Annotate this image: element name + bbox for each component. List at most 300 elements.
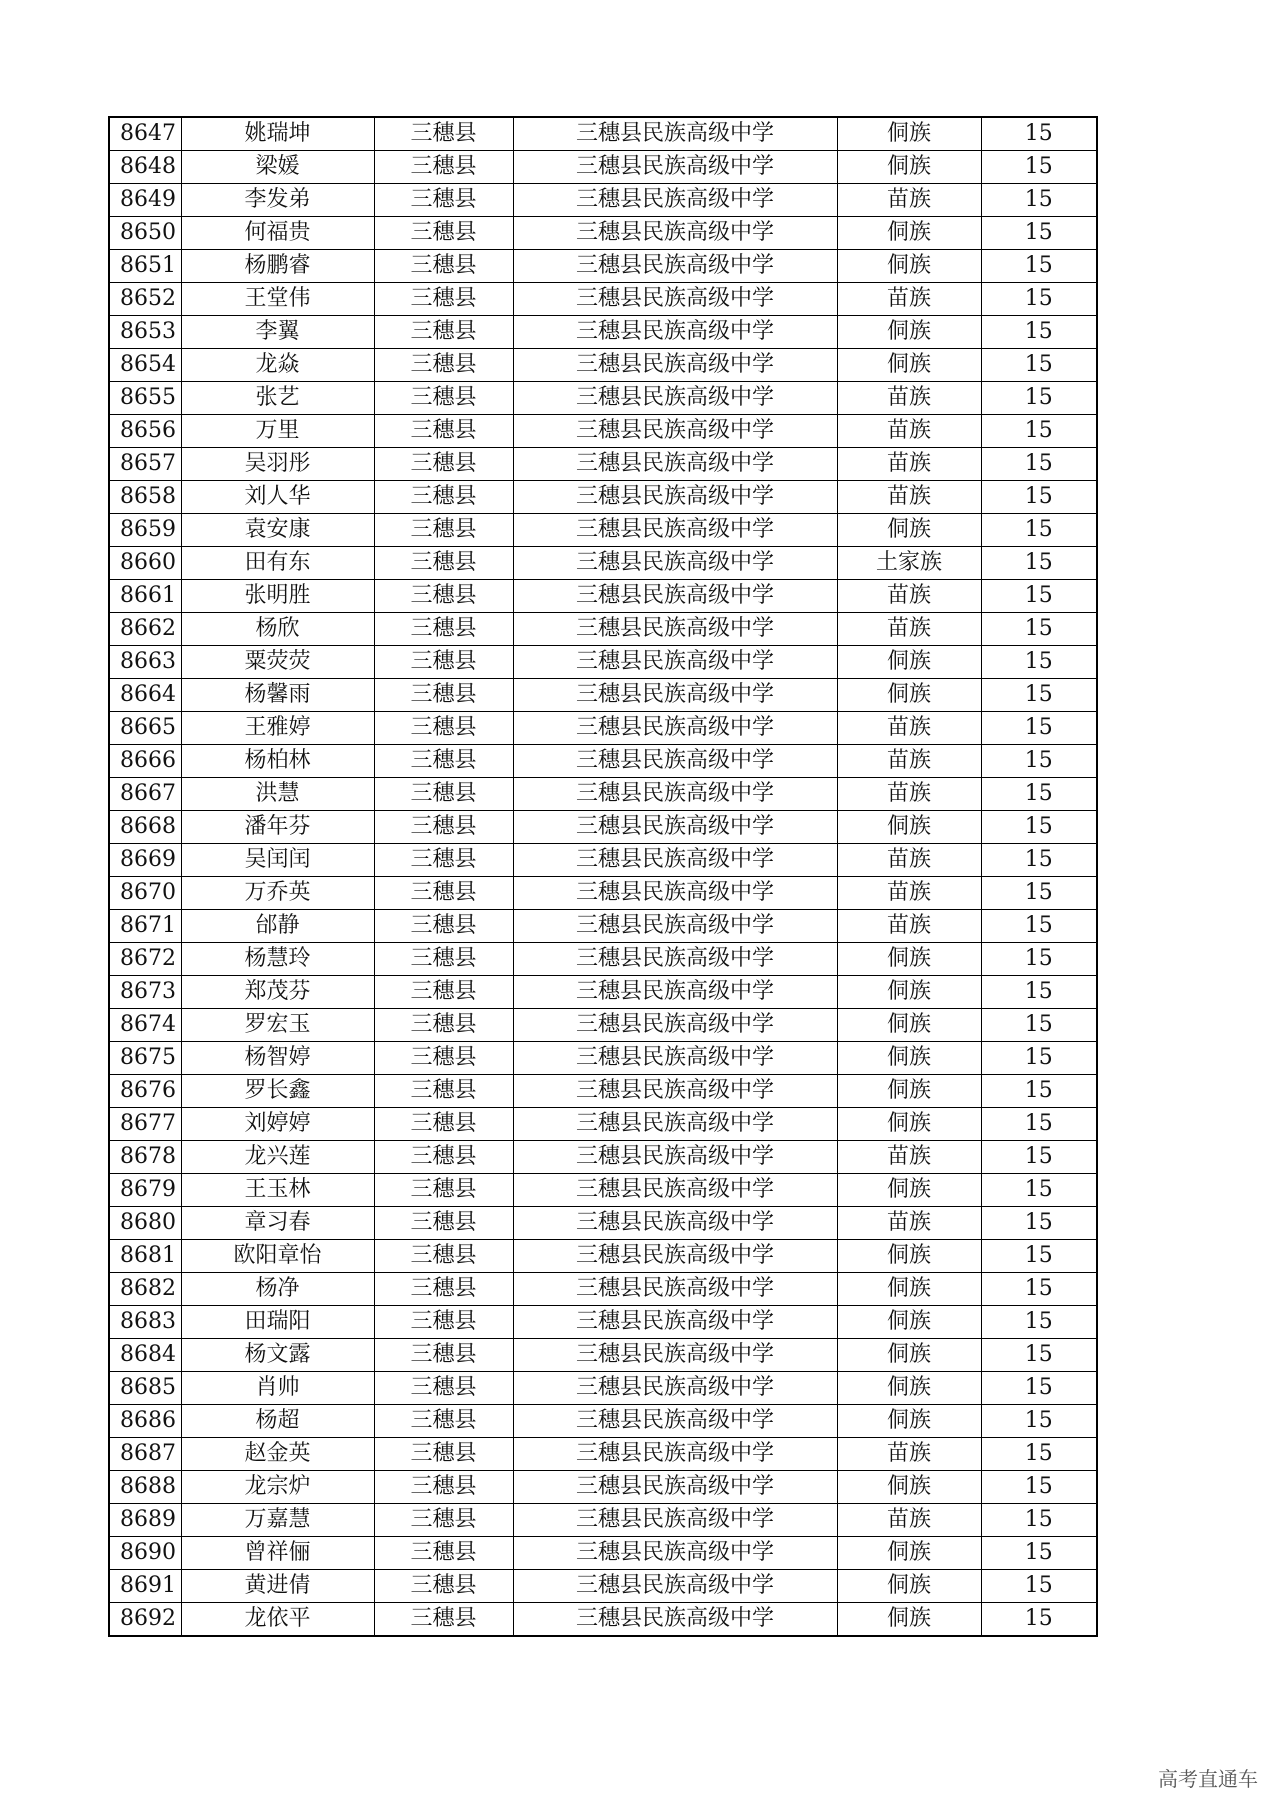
cell-score: 15 (981, 514, 1097, 547)
cell-school: 三穗县民族高级中学 (513, 613, 837, 646)
cell-name: 梁媛 (181, 151, 374, 184)
table-row (109, 1438, 1097, 1471)
cell-score: 15 (981, 778, 1097, 811)
cell-school: 三穗县民族高级中学 (513, 250, 837, 283)
cell-ethnicity: 侗族 (837, 646, 981, 679)
cell-school: 三穗县民族高级中学 (513, 151, 837, 184)
cell-ethnicity: 苗族 (837, 712, 981, 745)
table-row (109, 1141, 1097, 1174)
cell-county: 三穗县 (374, 514, 513, 547)
cell-ethnicity: 侗族 (837, 349, 981, 382)
cell-ethnicity: 侗族 (837, 1339, 981, 1372)
cell-id: 8662 (109, 613, 181, 646)
cell-school: 三穗县民族高级中学 (513, 1207, 837, 1240)
cell-id: 8691 (109, 1570, 181, 1603)
cell-id: 8668 (109, 811, 181, 844)
cell-ethnicity: 苗族 (837, 382, 981, 415)
cell-id: 8648 (109, 151, 181, 184)
cell-score: 15 (981, 1240, 1097, 1273)
table-row (109, 415, 1097, 448)
cell-school: 三穗县民族高级中学 (513, 1306, 837, 1339)
cell-id: 8686 (109, 1405, 181, 1438)
cell-score: 15 (981, 844, 1097, 877)
table-row (109, 514, 1097, 547)
cell-score: 15 (981, 877, 1097, 910)
cell-name: 袁安康 (181, 514, 374, 547)
cell-ethnicity: 苗族 (837, 1504, 981, 1537)
cell-county: 三穗县 (374, 580, 513, 613)
cell-school: 三穗县民族高级中学 (513, 712, 837, 745)
cell-ethnicity: 侗族 (837, 250, 981, 283)
cell-id: 8659 (109, 514, 181, 547)
cell-name: 张艺 (181, 382, 374, 415)
table-row (109, 1372, 1097, 1405)
cell-school: 三穗县民族高级中学 (513, 1042, 837, 1075)
cell-id: 8685 (109, 1372, 181, 1405)
table-row (109, 976, 1097, 1009)
table-row (109, 712, 1097, 745)
cell-county: 三穗县 (374, 415, 513, 448)
cell-school: 三穗县民族高级中学 (513, 382, 837, 415)
table-row (109, 1405, 1097, 1438)
table-row (109, 1504, 1097, 1537)
cell-name: 杨馨雨 (181, 679, 374, 712)
cell-ethnicity: 侗族 (837, 1240, 981, 1273)
cell-name: 何福贵 (181, 217, 374, 250)
cell-id: 8670 (109, 877, 181, 910)
cell-name: 杨超 (181, 1405, 374, 1438)
cell-name: 潘年芬 (181, 811, 374, 844)
cell-ethnicity: 苗族 (837, 613, 981, 646)
cell-score: 15 (981, 943, 1097, 976)
table-row (109, 184, 1097, 217)
cell-school: 三穗县民族高级中学 (513, 1075, 837, 1108)
table-row (109, 613, 1097, 646)
cell-id: 8657 (109, 448, 181, 481)
table-row (109, 778, 1097, 811)
cell-id: 8688 (109, 1471, 181, 1504)
cell-score: 15 (981, 151, 1097, 184)
cell-id: 8676 (109, 1075, 181, 1108)
table-row (109, 1471, 1097, 1504)
cell-id: 8666 (109, 745, 181, 778)
cell-school: 三穗县民族高级中学 (513, 1141, 837, 1174)
cell-school: 三穗县民族高级中学 (513, 547, 837, 580)
cell-score: 15 (981, 1438, 1097, 1471)
cell-ethnicity: 侗族 (837, 1372, 981, 1405)
cell-id: 8678 (109, 1141, 181, 1174)
cell-score: 15 (981, 613, 1097, 646)
cell-score: 15 (981, 217, 1097, 250)
table-row (109, 811, 1097, 844)
cell-school: 三穗县民族高级中学 (513, 1372, 837, 1405)
cell-id: 8663 (109, 646, 181, 679)
cell-id: 8687 (109, 1438, 181, 1471)
cell-score: 15 (981, 811, 1097, 844)
cell-name: 李发弟 (181, 184, 374, 217)
cell-county: 三穗县 (374, 1042, 513, 1075)
cell-score: 15 (981, 1306, 1097, 1339)
cell-id: 8680 (109, 1207, 181, 1240)
cell-ethnicity: 侗族 (837, 1042, 981, 1075)
cell-name: 龙兴莲 (181, 1141, 374, 1174)
cell-ethnicity: 侗族 (837, 976, 981, 1009)
cell-name: 罗长鑫 (181, 1075, 374, 1108)
cell-school: 三穗县民族高级中学 (513, 1339, 837, 1372)
cell-ethnicity: 苗族 (837, 481, 981, 514)
cell-county: 三穗县 (374, 1471, 513, 1504)
cell-score: 15 (981, 1207, 1097, 1240)
cell-name: 杨文露 (181, 1339, 374, 1372)
cell-county: 三穗县 (374, 712, 513, 745)
cell-county: 三穗县 (374, 316, 513, 349)
cell-name: 洪慧 (181, 778, 374, 811)
cell-score: 15 (981, 580, 1097, 613)
table-row (109, 117, 1097, 151)
cell-ethnicity: 苗族 (837, 580, 981, 613)
cell-name: 万里 (181, 415, 374, 448)
cell-score: 15 (981, 976, 1097, 1009)
cell-ethnicity: 侗族 (837, 117, 981, 151)
cell-county: 三穗县 (374, 1504, 513, 1537)
cell-score: 15 (981, 415, 1097, 448)
cell-score: 15 (981, 448, 1097, 481)
cell-county: 三穗县 (374, 679, 513, 712)
table-row (109, 382, 1097, 415)
cell-school: 三穗县民族高级中学 (513, 910, 837, 943)
cell-school: 三穗县民族高级中学 (513, 481, 837, 514)
cell-score: 15 (981, 1108, 1097, 1141)
cell-score: 15 (981, 547, 1097, 580)
cell-school: 三穗县民族高级中学 (513, 844, 837, 877)
cell-county: 三穗县 (374, 448, 513, 481)
cell-name: 李翼 (181, 316, 374, 349)
cell-id: 8655 (109, 382, 181, 415)
cell-name: 粟荧荧 (181, 646, 374, 679)
cell-ethnicity: 侗族 (837, 1405, 981, 1438)
table-row (109, 448, 1097, 481)
cell-name: 杨柏林 (181, 745, 374, 778)
cell-ethnicity: 侗族 (837, 1108, 981, 1141)
cell-county: 三穗县 (374, 811, 513, 844)
cell-name: 万乔英 (181, 877, 374, 910)
cell-county: 三穗县 (374, 382, 513, 415)
cell-school: 三穗县民族高级中学 (513, 316, 837, 349)
table-row (109, 547, 1097, 580)
cell-county: 三穗县 (374, 1438, 513, 1471)
table-row (109, 580, 1097, 613)
cell-name: 杨慧玲 (181, 943, 374, 976)
cell-county: 三穗县 (374, 1174, 513, 1207)
cell-county: 三穗县 (374, 1273, 513, 1306)
cell-county: 三穗县 (374, 217, 513, 250)
table-row (109, 1174, 1097, 1207)
cell-score: 15 (981, 679, 1097, 712)
cell-ethnicity: 苗族 (837, 745, 981, 778)
cell-school: 三穗县民族高级中学 (513, 1438, 837, 1471)
cell-name: 杨鹏睿 (181, 250, 374, 283)
cell-county: 三穗县 (374, 877, 513, 910)
roster-table (108, 116, 1098, 1637)
cell-id: 8661 (109, 580, 181, 613)
cell-id: 8658 (109, 481, 181, 514)
cell-county: 三穗县 (374, 1009, 513, 1042)
cell-ethnicity: 苗族 (837, 877, 981, 910)
cell-ethnicity: 侗族 (837, 514, 981, 547)
cell-id: 8656 (109, 415, 181, 448)
cell-name: 万嘉慧 (181, 1504, 374, 1537)
cell-ethnicity: 侗族 (837, 1537, 981, 1570)
cell-score: 15 (981, 910, 1097, 943)
cell-ethnicity: 侗族 (837, 1273, 981, 1306)
cell-score: 15 (981, 250, 1097, 283)
cell-name: 杨净 (181, 1273, 374, 1306)
cell-ethnicity: 苗族 (837, 844, 981, 877)
table-row (109, 1240, 1097, 1273)
cell-name: 吴羽彤 (181, 448, 374, 481)
cell-score: 15 (981, 1339, 1097, 1372)
cell-school: 三穗县民族高级中学 (513, 778, 837, 811)
cell-score: 15 (981, 1141, 1097, 1174)
cell-score: 15 (981, 1174, 1097, 1207)
cell-ethnicity: 苗族 (837, 910, 981, 943)
table-row (109, 910, 1097, 943)
table-row (109, 217, 1097, 250)
cell-county: 三穗县 (374, 943, 513, 976)
cell-ethnicity: 苗族 (837, 778, 981, 811)
table-row (109, 844, 1097, 877)
cell-county: 三穗县 (374, 184, 513, 217)
table-row (109, 283, 1097, 316)
cell-county: 三穗县 (374, 778, 513, 811)
cell-school: 三穗县民族高级中学 (513, 811, 837, 844)
cell-school: 三穗县民族高级中学 (513, 1174, 837, 1207)
cell-name: 王雅婷 (181, 712, 374, 745)
cell-name: 王堂伟 (181, 283, 374, 316)
cell-score: 15 (981, 1537, 1097, 1570)
cell-county: 三穗县 (374, 1570, 513, 1603)
cell-county: 三穗县 (374, 1108, 513, 1141)
cell-school: 三穗县民族高级中学 (513, 1570, 837, 1603)
cell-county: 三穗县 (374, 117, 513, 151)
cell-score: 15 (981, 1372, 1097, 1405)
table-row (109, 1042, 1097, 1075)
cell-score: 15 (981, 1603, 1097, 1637)
cell-county: 三穗县 (374, 1075, 513, 1108)
cell-school: 三穗县民族高级中学 (513, 1405, 837, 1438)
cell-county: 三穗县 (374, 1405, 513, 1438)
cell-school: 三穗县民族高级中学 (513, 349, 837, 382)
cell-ethnicity: 侗族 (837, 1174, 981, 1207)
cell-ethnicity: 侗族 (837, 1471, 981, 1504)
table-row (109, 1306, 1097, 1339)
table-row (109, 1207, 1097, 1240)
cell-county: 三穗县 (374, 1141, 513, 1174)
cell-score: 15 (981, 1405, 1097, 1438)
cell-name: 郑茂芬 (181, 976, 374, 1009)
cell-school: 三穗县民族高级中学 (513, 415, 837, 448)
table-row (109, 1108, 1097, 1141)
cell-id: 8682 (109, 1273, 181, 1306)
cell-school: 三穗县民族高级中学 (513, 1603, 837, 1637)
table-row (109, 877, 1097, 910)
cell-id: 8679 (109, 1174, 181, 1207)
cell-school: 三穗县民族高级中学 (513, 117, 837, 151)
cell-score: 15 (981, 117, 1097, 151)
cell-id: 8681 (109, 1240, 181, 1273)
cell-school: 三穗县民族高级中学 (513, 1240, 837, 1273)
cell-id: 8675 (109, 1042, 181, 1075)
table-row (109, 250, 1097, 283)
table-row (109, 151, 1097, 184)
cell-id: 8649 (109, 184, 181, 217)
cell-school: 三穗县民族高级中学 (513, 1537, 837, 1570)
cell-school: 三穗县民族高级中学 (513, 283, 837, 316)
cell-id: 8652 (109, 283, 181, 316)
cell-school: 三穗县民族高级中学 (513, 580, 837, 613)
cell-score: 15 (981, 712, 1097, 745)
cell-school: 三穗县民族高级中学 (513, 448, 837, 481)
cell-score: 15 (981, 745, 1097, 778)
cell-county: 三穗县 (374, 151, 513, 184)
cell-county: 三穗县 (374, 349, 513, 382)
table-row (109, 943, 1097, 976)
cell-county: 三穗县 (374, 1372, 513, 1405)
cell-score: 15 (981, 1504, 1097, 1537)
cell-school: 三穗县民族高级中学 (513, 1273, 837, 1306)
cell-ethnicity: 侗族 (837, 217, 981, 250)
cell-id: 8683 (109, 1306, 181, 1339)
cell-id: 8677 (109, 1108, 181, 1141)
cell-score: 15 (981, 316, 1097, 349)
cell-county: 三穗县 (374, 613, 513, 646)
cell-school: 三穗县民族高级中学 (513, 877, 837, 910)
cell-id: 8667 (109, 778, 181, 811)
cell-id: 8660 (109, 547, 181, 580)
cell-school: 三穗县民族高级中学 (513, 1471, 837, 1504)
cell-id: 8692 (109, 1603, 181, 1637)
cell-score: 15 (981, 1009, 1097, 1042)
cell-ethnicity: 侗族 (837, 943, 981, 976)
table-row (109, 646, 1097, 679)
cell-id: 8673 (109, 976, 181, 1009)
table-row (109, 679, 1097, 712)
cell-county: 三穗县 (374, 481, 513, 514)
cell-county: 三穗县 (374, 910, 513, 943)
cell-ethnicity: 苗族 (837, 1141, 981, 1174)
cell-ethnicity: 侗族 (837, 151, 981, 184)
cell-score: 15 (981, 382, 1097, 415)
cell-score: 15 (981, 184, 1097, 217)
cell-ethnicity: 苗族 (837, 1438, 981, 1471)
table-row (109, 349, 1097, 382)
table-row (109, 316, 1097, 349)
cell-ethnicity: 苗族 (837, 415, 981, 448)
cell-score: 15 (981, 481, 1097, 514)
cell-score: 15 (981, 1570, 1097, 1603)
table-row (109, 481, 1097, 514)
cell-county: 三穗县 (374, 1603, 513, 1637)
cell-county: 三穗县 (374, 1240, 513, 1273)
table-row (109, 1009, 1097, 1042)
cell-name: 张明胜 (181, 580, 374, 613)
cell-school: 三穗县民族高级中学 (513, 646, 837, 679)
cell-school: 三穗县民族高级中学 (513, 1009, 837, 1042)
cell-score: 15 (981, 646, 1097, 679)
cell-id: 8672 (109, 943, 181, 976)
table-row (109, 1075, 1097, 1108)
cell-county: 三穗县 (374, 1537, 513, 1570)
cell-name: 田瑞阳 (181, 1306, 374, 1339)
watermark: 高考直通车 (1158, 1767, 1258, 1791)
cell-ethnicity: 侗族 (837, 679, 981, 712)
cell-name: 欧阳章怡 (181, 1240, 374, 1273)
cell-name: 赵金英 (181, 1438, 374, 1471)
cell-county: 三穗县 (374, 745, 513, 778)
cell-name: 章习春 (181, 1207, 374, 1240)
cell-score: 15 (981, 349, 1097, 382)
cell-ethnicity: 土家族 (837, 547, 981, 580)
cell-score: 15 (981, 1042, 1097, 1075)
cell-score: 15 (981, 283, 1097, 316)
cell-county: 三穗县 (374, 547, 513, 580)
cell-county: 三穗县 (374, 1339, 513, 1372)
cell-score: 15 (981, 1075, 1097, 1108)
cell-county: 三穗县 (374, 976, 513, 1009)
cell-name: 刘婷婷 (181, 1108, 374, 1141)
cell-ethnicity: 侗族 (837, 1075, 981, 1108)
cell-school: 三穗县民族高级中学 (513, 514, 837, 547)
cell-school: 三穗县民族高级中学 (513, 943, 837, 976)
cell-name: 龙依平 (181, 1603, 374, 1637)
cell-id: 8651 (109, 250, 181, 283)
cell-ethnicity: 侗族 (837, 1570, 981, 1603)
cell-school: 三穗县民族高级中学 (513, 1504, 837, 1537)
cell-name: 黄进倩 (181, 1570, 374, 1603)
cell-id: 8669 (109, 844, 181, 877)
table-row (109, 745, 1097, 778)
cell-name: 龙焱 (181, 349, 374, 382)
cell-id: 8671 (109, 910, 181, 943)
cell-id: 8654 (109, 349, 181, 382)
cell-ethnicity: 侗族 (837, 1009, 981, 1042)
cell-name: 姚瑞坤 (181, 117, 374, 151)
cell-name: 肖帅 (181, 1372, 374, 1405)
cell-name: 曾祥俪 (181, 1537, 374, 1570)
cell-ethnicity: 侗族 (837, 1603, 981, 1637)
cell-county: 三穗县 (374, 283, 513, 316)
roster-body (109, 117, 1097, 1636)
cell-school: 三穗县民族高级中学 (513, 679, 837, 712)
cell-school: 三穗县民族高级中学 (513, 745, 837, 778)
cell-id: 8690 (109, 1537, 181, 1570)
cell-id: 8684 (109, 1339, 181, 1372)
cell-name: 邰静 (181, 910, 374, 943)
cell-name: 杨智婷 (181, 1042, 374, 1075)
cell-ethnicity: 侗族 (837, 1306, 981, 1339)
table-row (109, 1603, 1097, 1637)
cell-ethnicity: 苗族 (837, 448, 981, 481)
cell-name: 罗宏玉 (181, 1009, 374, 1042)
cell-school: 三穗县民族高级中学 (513, 184, 837, 217)
cell-county: 三穗县 (374, 1306, 513, 1339)
cell-school: 三穗县民族高级中学 (513, 1108, 837, 1141)
cell-name: 吴闰闰 (181, 844, 374, 877)
cell-id: 8664 (109, 679, 181, 712)
cell-ethnicity: 苗族 (837, 1207, 981, 1240)
cell-ethnicity: 侗族 (837, 316, 981, 349)
cell-ethnicity: 侗族 (837, 811, 981, 844)
